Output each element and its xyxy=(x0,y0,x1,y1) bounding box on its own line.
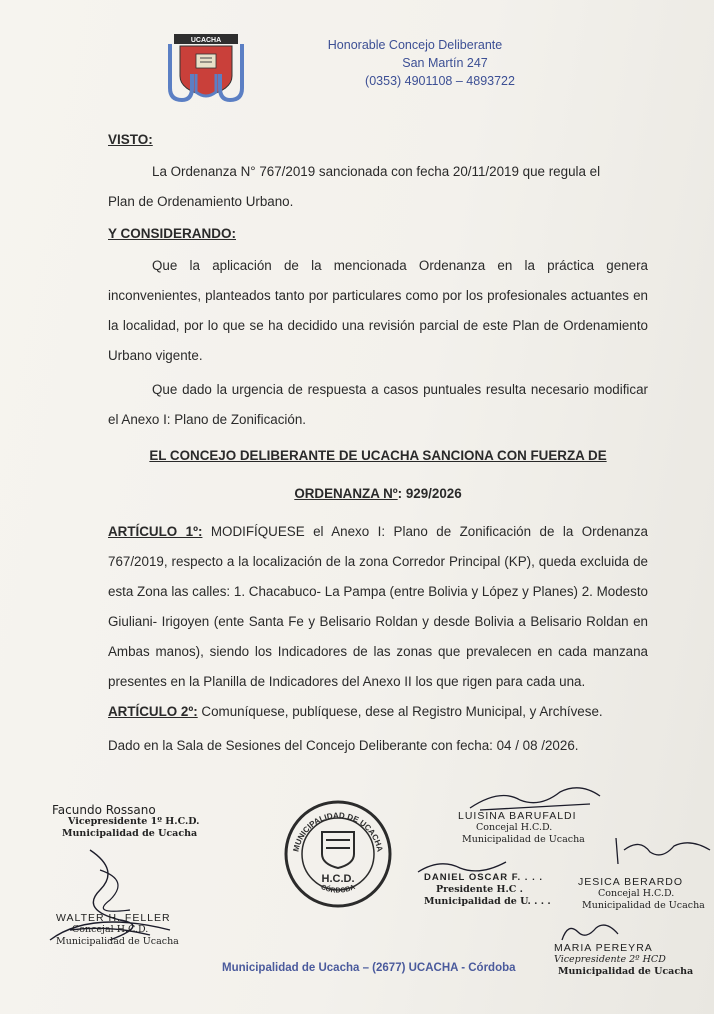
signature-scribble-berardo xyxy=(610,830,714,870)
letterhead xyxy=(300,36,530,90)
visto-heading: VISTO: xyxy=(108,132,153,147)
signature-feller xyxy=(56,912,179,948)
official-seal xyxy=(282,798,394,910)
considerando-paragraph-1: Que la aplicación de la mencionada Ordenanza en la práctica genera inconvenientes, planteados tanto por particulares como por los profesionales actuantes en la localidad, por lo que se ha decidido una revisión parcial de este Plan de Ordenamiento Urbano vigente. xyxy=(108,258,648,363)
sanciona-line xyxy=(108,441,648,471)
signature-barufaldi xyxy=(458,810,585,846)
document-body xyxy=(108,125,648,761)
logo-banner-text: UCACHA xyxy=(190,37,222,44)
articulo-1-label: ARTÍCULO 1º: xyxy=(108,524,203,539)
visto-line-1: La Ordenanza N° 767/2019 sancionada con fecha 20/11/2019 que regula el xyxy=(152,164,601,179)
signature-feller-name: WALTER H. FELLER xyxy=(56,912,171,924)
signature-oscar-role: Presidente H.C . xyxy=(436,884,523,895)
signature-barufaldi-role: Concejal H.C.D. xyxy=(476,822,553,833)
articulo-1-text: MODIFÍQUESE el Anexo I: Plano de Zonificación de la Ordenanza 767/2019, respecto a la localización de la zona Corredor Principal (KP), queda excluida de esta Zona las calles: 1. Chacabuco- La Pampa (entre Bolivia y López y Planes) 2. Modesto Giuliani- Irigoyen (ente Santa Fe y Belisario Roldan y desde Bolivia a Belisario Roldan en Ambas manos), siendo los Indicadores de las zonas que prevalecen en cada manzana presentes en la Planilla de Indicadores del Anexo II los que rigen para cada una. xyxy=(108,524,648,689)
letterhead-phone: (0353) 4901108 – 4893722 xyxy=(365,74,515,88)
articulo-2-text: Comuníquese, publíquese, dese al Registro Municipal, y Archívese. xyxy=(197,704,603,719)
signature-pereyra-org: Municipalidad de Ucacha xyxy=(558,966,694,977)
articulo-2-label: ARTÍCULO 2º: xyxy=(108,704,198,719)
signature-pereyra-role: Vicepresidente 2º HCD xyxy=(554,954,666,965)
sanciona-text: EL CONCEJO DELIBERANTE DE UCACHA SANCIONA CON FUERZA DE xyxy=(149,448,607,463)
signature-pereyra xyxy=(554,942,693,978)
signature-rossano xyxy=(52,804,199,840)
articulo-1 xyxy=(108,517,648,697)
considerando-heading: Y CONSIDERANDO: xyxy=(108,226,237,241)
signature-berardo-org: Municipalidad de Ucacha xyxy=(582,900,705,911)
seal-center-text: H.C.D. xyxy=(321,873,355,885)
signature-berardo xyxy=(578,876,705,912)
letterhead-org: Honorable Concejo Deliberante xyxy=(327,38,503,52)
svg-text:CÓRDOBA xyxy=(320,884,357,895)
ordenanza-label: ORDENANZA Nº xyxy=(294,486,398,501)
seal-top-text: MUNICIPALIDAD DE UCACHA xyxy=(291,810,385,853)
signature-berardo-role: Concejal H.C.D. xyxy=(598,888,675,899)
articulo-2 xyxy=(108,697,648,727)
visto-line-2: Plan de Ordenamiento Urbano. xyxy=(108,194,294,209)
signature-oscar xyxy=(424,872,551,908)
signature-feller-role: Concejal H.C.D. xyxy=(72,924,149,935)
letterhead-address: San Martín 247 xyxy=(402,56,488,70)
seal-bottom-text: CÓRDOBA xyxy=(319,883,357,895)
signature-barufaldi-name: LUISINA BARUFALDI xyxy=(458,810,577,822)
ordenanza-number-line xyxy=(108,479,648,509)
page-footer: Municipalidad de Ucacha – (2677) UCACHA - Córdoba xyxy=(222,962,516,974)
municipal-logo xyxy=(166,30,246,102)
ordenanza-number: : 929/2026 xyxy=(397,486,462,501)
signature-feller-org: Municipalidad de Ucacha xyxy=(56,936,179,947)
dado-line: Dado en la Sala de Sesiones del Concejo Deliberante con fecha: 04 / 08 /2026. xyxy=(108,738,579,753)
signature-oscar-name: DANIEL OSCAR F. . . . xyxy=(424,872,544,883)
signature-rossano-name: Facundo Rossano xyxy=(52,803,156,817)
signature-berardo-name: JESICA BERARDO xyxy=(578,876,684,888)
considerando-paragraph-2: Que dado la urgencia de respuesta a casos puntuales resulta necesario modificar el Anexo I: Plano de Zonificación. xyxy=(108,382,648,427)
signature-rossano-role: Vicepresidente 1º H.C.D. xyxy=(68,816,200,827)
signature-barufaldi-org: Municipalidad de Ucacha xyxy=(462,834,585,845)
signature-rossano-org: Municipalidad de Ucacha xyxy=(62,828,198,839)
signature-pereyra-name: MARIA PEREYRA xyxy=(554,942,653,954)
signature-oscar-org: Municipalidad de U. . . . xyxy=(424,896,551,907)
